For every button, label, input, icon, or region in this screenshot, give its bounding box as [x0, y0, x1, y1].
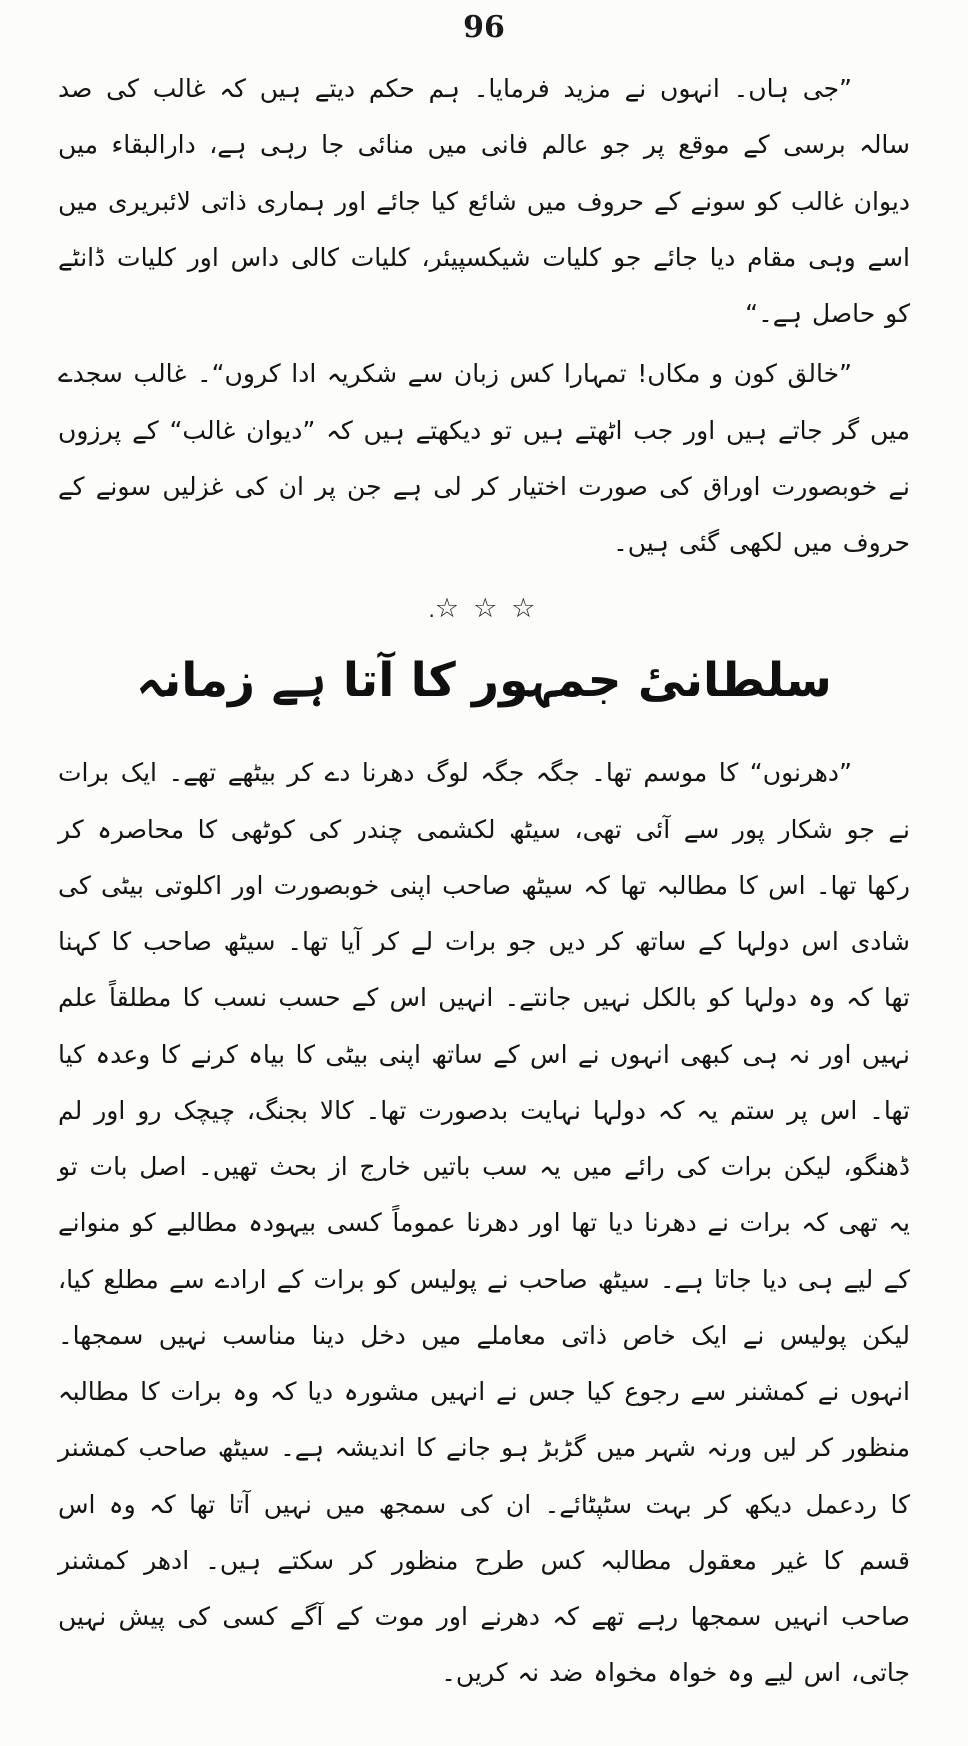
section-divider	[58, 593, 910, 624]
section-dharna	[58, 745, 910, 1701]
paragraph: ”خالق کون و مکاں! تمہارا کس زبان سے شکریہ ادا کروں“۔ غالب سجدے میں گر جاتے ہیں اور جب اٹھتے ہیں تو دیکھتے ہیں کہ ”دیوان غالب“ کے پرزوں نے خوبصورت اوراق کی صورت اختیار کر لی ہے جن پر ان کی غزلیں سونے کے حروف میں لکھی گئی ہیں۔	[58, 359, 910, 557]
chapter-title: سلطانیٔ جمہور کا آتا ہے زمانہ	[136, 653, 832, 709]
stars-divider: ☆☆☆	[434, 593, 550, 625]
paragraph: ”دھرنوں“ کا موسم تھا۔ جگہ جگہ لوگ دھرنا دے کر بیٹھے تھے۔ ایک برات نے جو شکار پور سے آئی تھی، سیٹھ لکشمی چندر کی کوٹھی کا محاصرہ کر رکھا تھا۔ اس کا مطالبہ تھا کہ سیٹھ صاحب اپنی خوبصورت اور اکلوتی بیٹی کی شادی اس دولہا کے ساتھ کر دیں جو برات لے کر آیا تھا۔ سیٹھ صاحب کا کہنا تھا کہ وہ دولہا کو بالکل نہیں جانتے۔ انہیں اس کے حسب نسب کا مطلقاً علم نہیں اور نہ ہی کبھی انہوں نے اس کے ساتھ اپنی بیٹی کا بیاہ کرنے کا وعدہ کیا تھا۔ اس پر ستم یہ کہ دولہا نہایت بدصورت تھا۔ کالا بجنگ، چیچک رو اور لم ڈھنگو، لیکن برات کی رائے میں یہ سب باتیں خارج از بحث تھیں۔ اصل بات تو یہ تھی کہ برات نے دھرنا دیا تھا اور دھرنا عموماً کسی بیہودہ مطالبے کو منوانے کے لیے ہی دیا جاتا ہے۔ سیٹھ صاحب نے پولیس کو برات کے ارادے سے مطلع کیا، لیکن پولیس نے ایک خاص ذاتی معاملے میں دخل دینا مناسب نہیں سمجھا۔ انہوں نے کمشنر سے رجوع کیا جس نے انہیں مشورہ دیا کہ وہ برات کا مطالبہ منظور کر لیں ورنہ شہر میں گڑبڑ ہو جانے کا اندیشہ ہے۔ سیٹھ صاحب کمشنر کا ردعمل دیکھ کر بہت سٹپٹائے۔ ان کی سمجھ میں نہیں آتا تھا کہ وہ اس قسم کا غیر معقول مطالبہ کس طرح منظور کر سکتے ہیں۔ ادھر کمشنر صاحب انہیں سمجھا رہے تھے کہ دھرنے اور موت کے آگے کسی کی پیش نہیں جاتی، اس لیے وہ خواہ مخواہ ضد نہ کریں۔	[58, 758, 910, 1688]
page-number: 96	[463, 10, 505, 45]
paragraph: ”جی ہاں۔ انہوں نے مزید فرمایا۔ ہم حکم دیتے ہیں کہ غالب کی صد سالہ برسی کے موقع پر جو عالم فانی میں منائی جا رہی ہے، دارالبقاء میں دیوان غالب کو سونے کے حروف میں شائع کیا جائے اور ہماری ذاتی لائبریری میں اسے وہی مقام دیا جائے جو کلیات شیکسپیئر، کلیات کالی داس اور کلیات ڈانٹے کو حاصل ہے۔“	[58, 74, 910, 328]
divider-dot: .	[428, 597, 435, 622]
section-ghalib	[58, 61, 910, 571]
